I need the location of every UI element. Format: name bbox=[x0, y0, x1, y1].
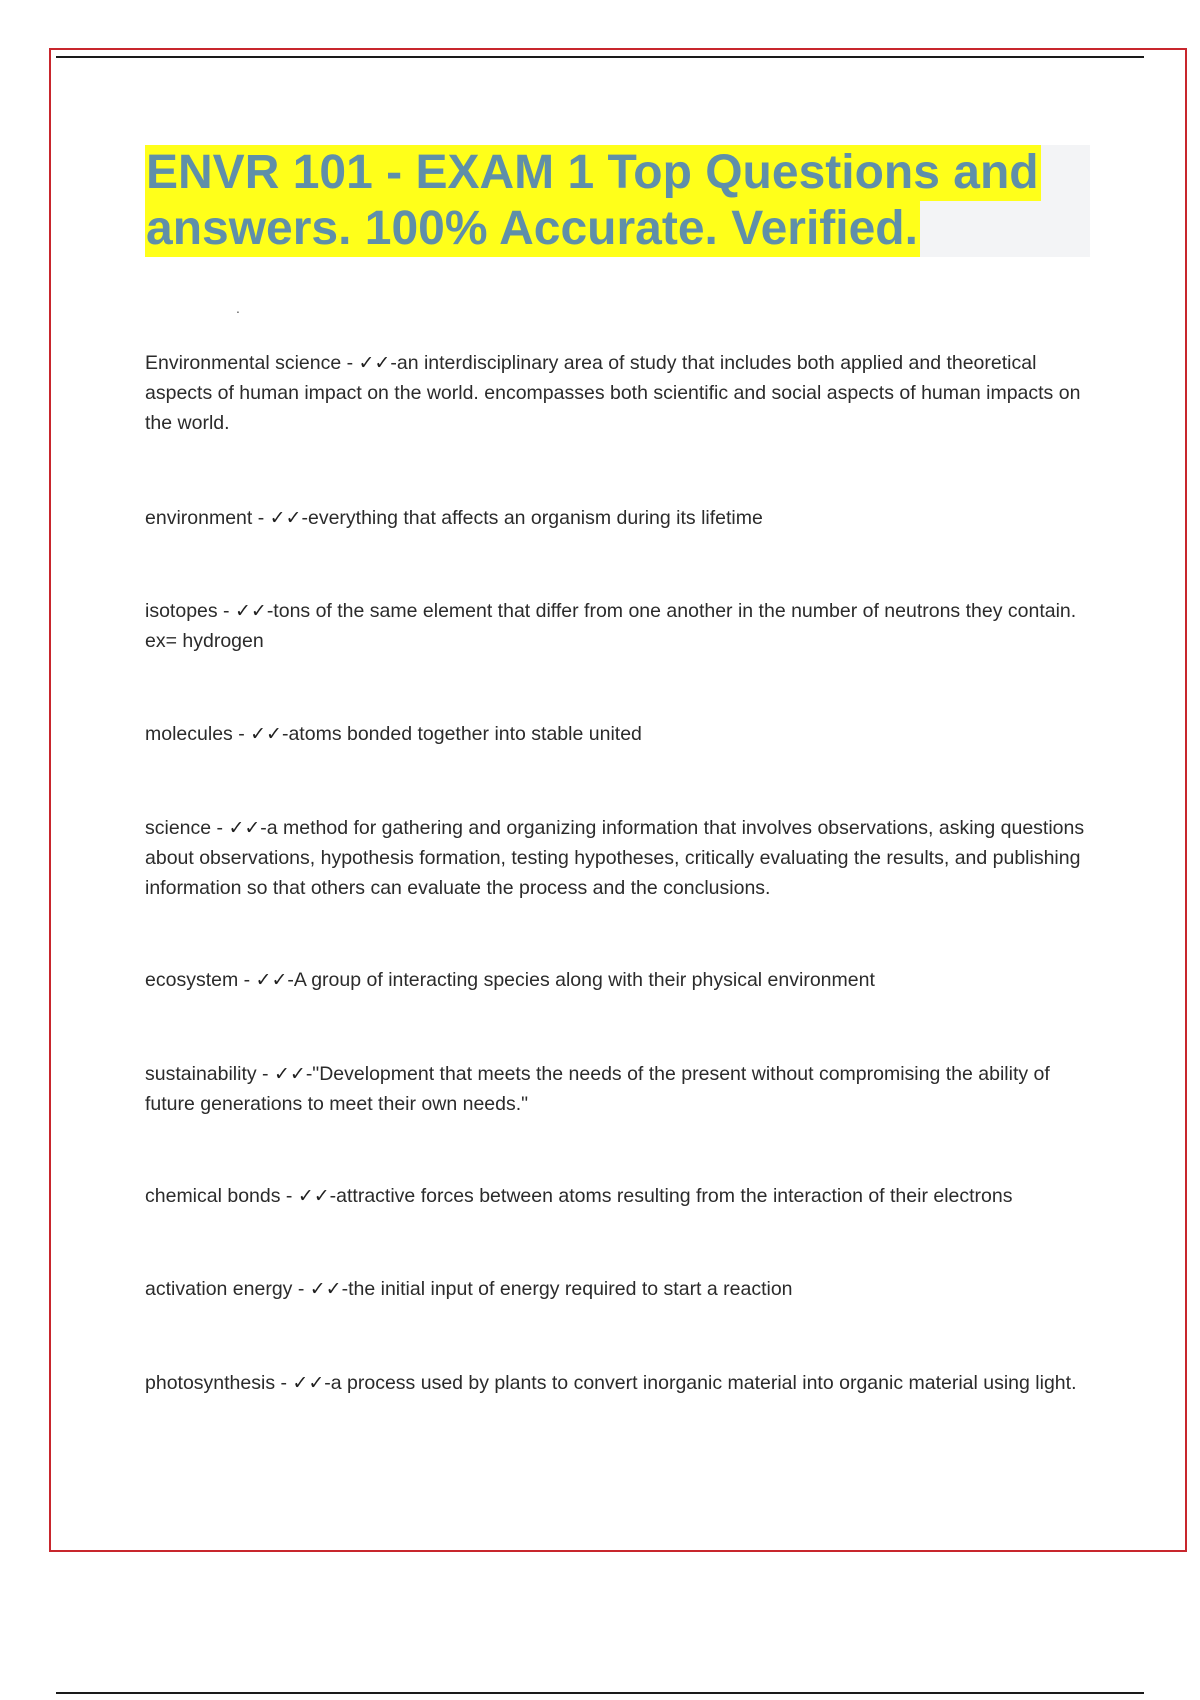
qa-definition: -attractive forces between atoms resulting from the interaction of their electrons bbox=[329, 1185, 1013, 1207]
qa-entry-ecosystem bbox=[145, 965, 1095, 995]
page-title-line-1: ENVR 101 - EXAM 1 Top Questions and bbox=[146, 146, 1039, 199]
check-icon: ✓✓ bbox=[234, 600, 267, 622]
qa-entry-isotopes bbox=[145, 596, 1095, 656]
check-icon: ✓✓ bbox=[358, 352, 391, 374]
qa-entry-science bbox=[145, 813, 1095, 903]
qa-definition: -an interdisciplinary area of study that includes both applied and theoretical aspects of human impact on the world. encompasses both scientific and social aspects of human impacts on the world. bbox=[145, 352, 1081, 434]
check-icon: ✓✓ bbox=[297, 1185, 330, 1207]
qa-term: sustainability - bbox=[145, 1063, 274, 1085]
qa-definition: -A group of interacting species along with their physical environment bbox=[287, 969, 875, 991]
qa-definition: -atoms bonded together into stable united bbox=[281, 723, 642, 745]
stray-mark: . bbox=[236, 300, 240, 316]
qa-term: ecosystem - bbox=[145, 969, 256, 991]
bottom-rule bbox=[56, 1692, 1144, 1694]
page-title-line-2: answers. 100% Accurate. Verified. bbox=[146, 202, 918, 255]
qa-term: Environmental science - bbox=[145, 352, 359, 374]
qa-term: isotopes - bbox=[145, 600, 235, 622]
title-block bbox=[145, 145, 1090, 257]
page-frame bbox=[49, 48, 1187, 1552]
qa-entry-activation-energy bbox=[145, 1274, 1095, 1304]
check-icon: ✓✓ bbox=[255, 969, 288, 991]
qa-term: photosynthesis - bbox=[145, 1372, 293, 1394]
check-icon: ✓✓ bbox=[292, 1372, 325, 1394]
qa-term: environment - bbox=[145, 507, 270, 529]
check-icon: ✓✓ bbox=[273, 1063, 306, 1085]
qa-definition: -"Development that meets the needs of the present without compromising the ability of future generations to meet their own needs." bbox=[145, 1063, 1050, 1115]
check-icon: ✓✓ bbox=[228, 817, 261, 839]
qa-entry-chemical-bonds bbox=[145, 1181, 1095, 1211]
qa-entry-sustainability bbox=[145, 1059, 1095, 1119]
check-icon: ✓✓ bbox=[309, 1278, 342, 1300]
qa-definition: -the initial input of energy required to start a reaction bbox=[341, 1278, 793, 1300]
qa-term: activation energy - bbox=[145, 1278, 310, 1300]
qa-entry-photosynthesis bbox=[145, 1368, 1095, 1398]
check-icon: ✓✓ bbox=[250, 723, 282, 745]
qa-definition: -tons of the same element that differ from one another in the number of neutrons they contain. ex= hydrogen bbox=[145, 600, 1077, 652]
qa-term: molecules - bbox=[145, 723, 251, 745]
qa-entry-molecules bbox=[145, 719, 1095, 749]
qa-definition: -a process used by plants to convert inorganic material into organic material using light. bbox=[324, 1372, 1077, 1394]
qa-definition: -everything that affects an organism during its lifetime bbox=[301, 507, 763, 529]
check-icon: ✓✓ bbox=[269, 507, 302, 529]
qa-entry-environment bbox=[145, 503, 1095, 533]
qa-definition: -a method for gathering and organizing information that involves observations, asking questions about observations, hypothesis formation, testing hypotheses, critically evaluating the results, and publishing information so that others can evaluate the process and the conclusions. bbox=[145, 817, 1085, 899]
qa-term: chemical bonds - bbox=[145, 1185, 298, 1207]
qa-term: science - bbox=[145, 817, 229, 839]
qa-entry-environmental-science bbox=[145, 348, 1095, 438]
